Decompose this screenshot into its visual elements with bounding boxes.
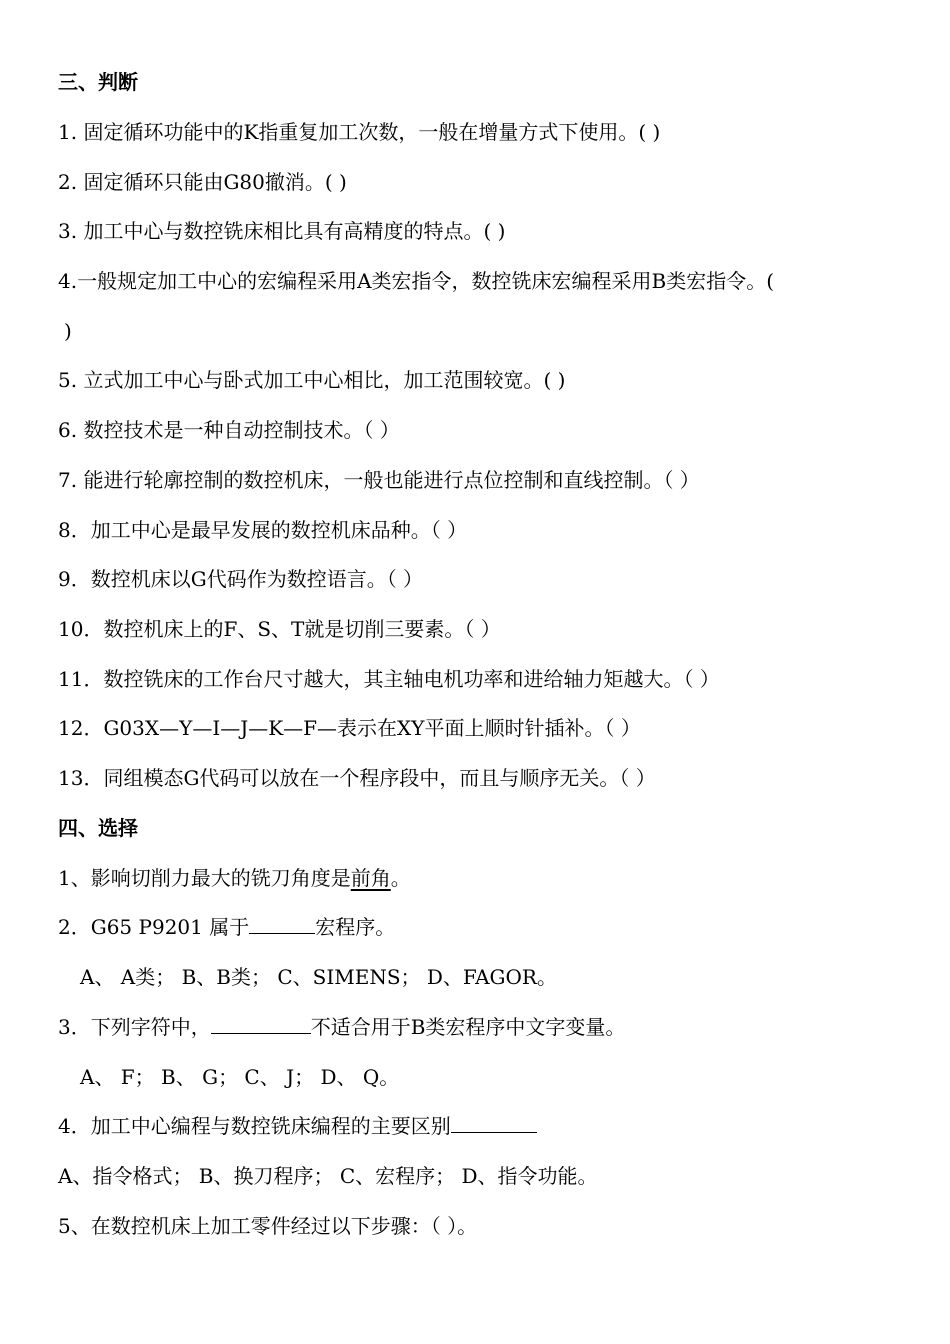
judgment-item-7: 7. 能进行轮廓控制的数控机床，一般也能进行点位控制和直线控制。（ ） (58, 468, 700, 492)
answer-blank (249, 913, 315, 934)
choice-question-3-options: A、 F； B、 G； C、 J； D、 Q。 (80, 1065, 400, 1089)
choice-question-4-options: A、指令格式； B、换刀程序； C、宏程序； D、指令功能。 (58, 1164, 598, 1188)
answer-blank (211, 1013, 311, 1034)
judgment-item-8: 8．加工中心是最早发展的数控机床品种。（ ） (58, 518, 468, 542)
judgment-item-4: 4.一般规定加工中心的宏编程采用A类宏指令，数控铣床宏编程采用B类宏指令。( (58, 269, 775, 293)
choice-question-2 (58, 913, 395, 941)
judgment-item-3: 3. 加工中心与数控铣床相比具有高精度的特点。( ) (58, 219, 506, 243)
section-heading-choice: 四、选择 (58, 816, 138, 840)
judgment-item-6: 6. 数控技术是一种自动控制技术。（ ） (58, 418, 400, 442)
judgment-item-5: 5. 立式加工中心与卧式加工中心相比，加工范围较宽。( ) (58, 368, 566, 392)
choice-question-1-answer: 前角 (350, 866, 391, 890)
choice-question-4-text: 4．加工中心编程与数控铣床编程的主要区别 (58, 1114, 451, 1138)
judgment-item-4-continuation: ) (64, 319, 72, 343)
judgment-item-2: 2. 固定循环只能由G80撤消。( ) (58, 170, 347, 194)
judgment-item-11: 11．数控铣床的工作台尺寸越大，其主轴电机功率和进给轴力矩越大。（ ） (58, 667, 720, 691)
choice-question-2-end: 宏程序。 (315, 915, 396, 939)
choice-question-3-end: 不适合用于B类宏程序中文字变量。 (310, 1015, 626, 1039)
choice-question-2-options: A、 A类； B、B类； C、SIMENS； D、FAGOR。 (80, 965, 557, 989)
judgment-item-13: 13．同组模态G代码可以放在一个程序段中，而且与顺序无关。（ ） (58, 766, 656, 790)
choice-question-5: 5、在数控机床上加工零件经过以下步骤：（ ）。 (58, 1214, 478, 1238)
choice-question-1-end: 。 (390, 866, 411, 890)
choice-question-3-text: 3．下列字符中， (58, 1015, 211, 1039)
section-heading-judgment: 三、判断 (58, 70, 138, 94)
judgment-item-10: 10．数控机床上的F、S、T就是切削三要素。（ ） (58, 617, 501, 641)
judgment-item-12: 12．G03X—Y—I—J—K—F—表示在XY平面上顺时针插补。（ ） (58, 716, 641, 740)
judgment-item-1: 1. 固定循环功能中的K指重复加工次数，一般在增量方式下使用。( ) (58, 120, 661, 144)
judgment-item-9: 9．数控机床以G代码作为数控语言。（ ） (58, 567, 424, 591)
answer-blank (451, 1112, 537, 1133)
choice-question-4 (58, 1112, 537, 1140)
choice-question-1-text: 1、影响切削力最大的铣刀角度是 (58, 866, 351, 890)
choice-question-2-text: 2．G65 P9201 属于 (58, 915, 250, 939)
choice-question-1 (58, 864, 411, 892)
choice-question-3 (58, 1013, 625, 1041)
